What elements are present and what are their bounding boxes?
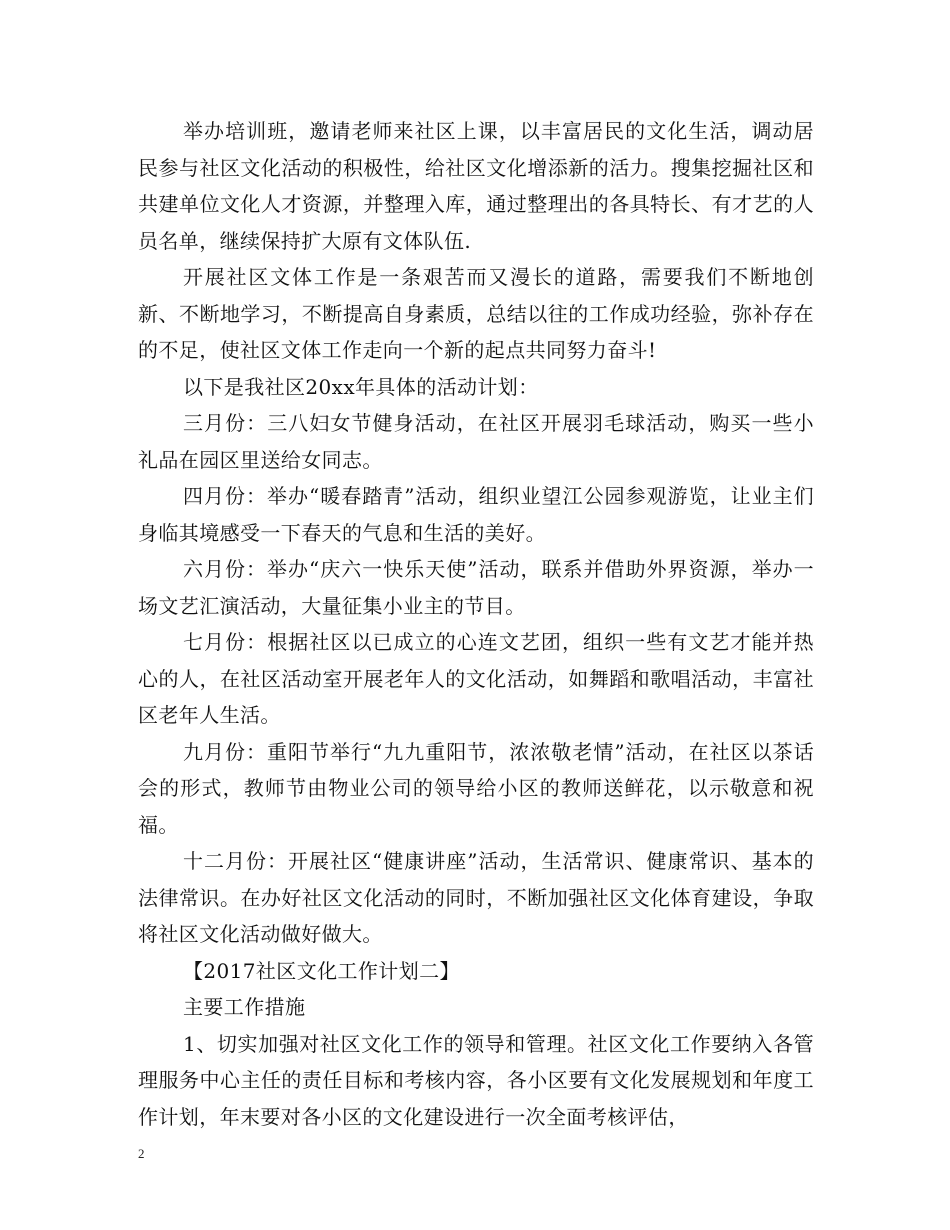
paragraph-march: 三月份：三八妇女节健身活动，在社区开展羽毛球活动，购买一些小礼品在园区里送给女同志。 (138, 411, 814, 472)
paragraph-measure-one: 1、切实加强对社区文化工作的领导和管理。社区文化工作要纳入各管理服务中心主任的责任目标和考核内容，各小区要有文化发展规划和年度工作计划，年末要对各小区的文化建设进行一次全面考核评估， (138, 1031, 814, 1129)
paragraph-july: 七月份：根据社区以已成立的心连文艺团，组织一些有文艺才能并热心的人，在社区活动室开展老年人的文化活动，如舞蹈和歌唱活动，丰富社区老年人生活。 (138, 630, 814, 727)
section-heading-plan-two: 【2017社区文化工作计划二】 (183, 958, 460, 983)
paragraph-december: 十二月份：开展社区“健康讲座”活动，生活常识、健康常识、基本的法律常识。在办好社区文化活动的同时，不断加强社区文化体育建设，争取将社区文化活动做好做大。 (138, 849, 814, 946)
paragraph-september: 九月份：重阳节举行“九九重阳节，浓浓敬老情”活动，在社区以茶话会的形式，教师节由物业公司的领导给小区的教师送鲜花，以示敬意和祝福。 (138, 739, 814, 837)
paragraph-april: 四月份：举办“暖春踏青”活动，组织业望江公园参观游览，让业主们身临其境感受一下春天的气息和生活的美好。 (138, 484, 814, 545)
paragraph-training-classes: 举办培训班，邀请老师来社区上课，以丰富居民的文化生活，调动居民参与社区文化活动的积极性，给社区文化增添新的活力。搜集挖掘社区和共建单位文化人才资源，并整理入库，通过整理出的各具特长、有才艺的人员名单，继续保持扩大原有文体队伍. (138, 119, 814, 253)
page-number: 2 (138, 1146, 145, 1161)
paragraph-june: 六月份：举办“庆六一快乐天使”活动，联系并借助外界资源，举办一场文艺汇演活动，大量征集小业主的节目。 (138, 557, 814, 618)
section-heading-main-measures: 主要工作措施 (183, 995, 306, 1019)
document-body (138, 113, 814, 1135)
paragraph-activity-plan-intro: 以下是我社区20xx年具体的活动计划： (183, 374, 539, 399)
paragraph-sports-work: 开展社区文体工作是一条艰苦而又漫长的道路，需要我们不断地创新、不断地学习，不断提高自身素质，总结以往的工作成功经验，弥补存在的不足，使社区文体工作走向一个新的起点共同努力奋斗! (138, 265, 814, 362)
